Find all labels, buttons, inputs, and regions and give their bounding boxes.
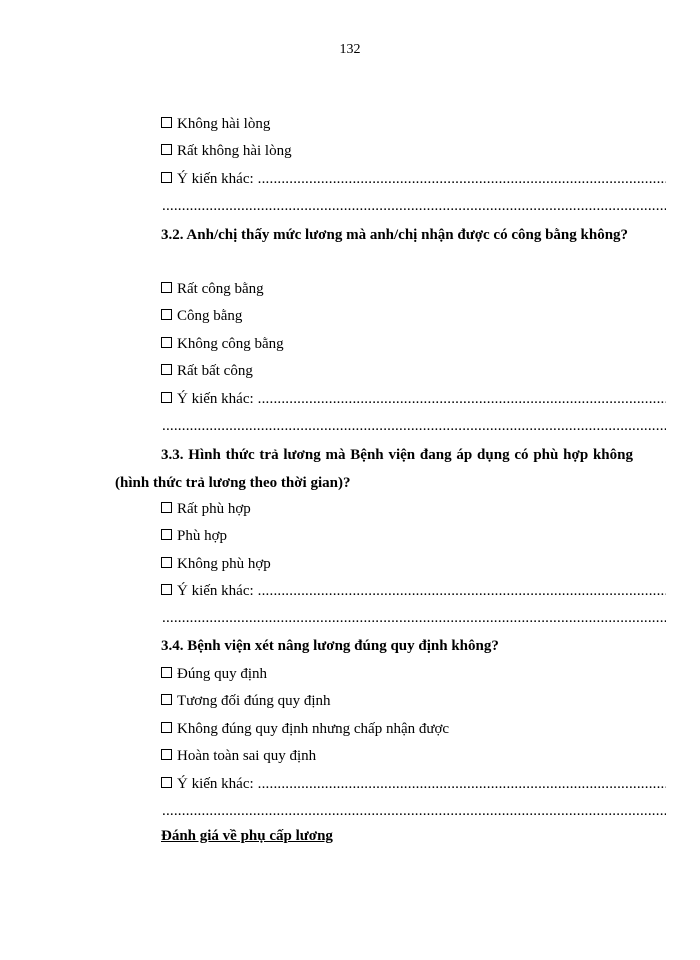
option-label: Phù hợp	[177, 528, 228, 544]
checkbox[interactable]	[161, 502, 172, 513]
other-opinion-row[interactable]	[161, 389, 666, 409]
answer-dotted-line[interactable]	[162, 416, 666, 436]
option-label: Tương đối đúng quy định	[177, 693, 331, 709]
answer-dotted-line[interactable]	[258, 581, 666, 601]
page-number: 132	[339, 42, 361, 57]
option-khong-dung-quy-dinh-chap-nhan-duoc[interactable]	[161, 719, 449, 739]
option-label: Rất công bằng	[177, 281, 264, 297]
option-label: Đúng quy định	[177, 666, 267, 682]
option-khong-cong-bang[interactable]	[161, 334, 284, 354]
option-label: Rất phù hợp	[177, 501, 251, 517]
option-khong-phu-hop[interactable]	[161, 554, 271, 574]
option-label: Không hài lòng	[177, 116, 271, 132]
checkbox[interactable]	[161, 337, 172, 348]
option-rat-cong-bang[interactable]	[161, 279, 264, 299]
answer-dotted-line[interactable]	[258, 389, 666, 409]
other-opinion-label: Ý kiến khác:	[177, 171, 254, 187]
checkbox[interactable]	[161, 392, 172, 403]
checkbox[interactable]	[161, 144, 172, 155]
checkbox[interactable]	[161, 722, 172, 733]
option-phu-hop[interactable]	[161, 526, 227, 546]
checkbox[interactable]	[161, 117, 172, 128]
answer-dotted-line[interactable]	[162, 801, 666, 821]
option-label: Hoàn toàn sai quy định	[177, 748, 317, 764]
other-opinion-label: Ý kiến khác:	[177, 391, 254, 407]
option-rat-bat-cong[interactable]	[161, 361, 253, 381]
option-label: Công bằng	[177, 308, 243, 324]
checkbox[interactable]	[161, 667, 172, 678]
option-rat-khong-hai-long[interactable]	[161, 141, 292, 161]
option-label: Không đúng quy định nhưng chấp nhận được	[177, 721, 450, 737]
checkbox[interactable]	[161, 309, 172, 320]
answer-dotted-line[interactable]	[258, 169, 666, 189]
question-3-4-title: 3.4. Bệnh viện xét nâng lương đúng quy định không?	[161, 638, 499, 654]
answer-dotted-line[interactable]	[162, 196, 666, 216]
option-label: Rất không hài lòng	[177, 143, 292, 159]
other-opinion-label: Ý kiến khác:	[177, 583, 254, 599]
other-opinion-row[interactable]	[161, 581, 666, 601]
checkbox[interactable]	[161, 282, 172, 293]
option-cong-bang[interactable]	[161, 306, 242, 326]
question-3-2-title: 3.2. Anh/chị thấy mức lương mà anh/chị nhận được có công bằng không?	[161, 227, 629, 243]
other-opinion-row[interactable]	[161, 774, 666, 794]
checkbox[interactable]	[161, 364, 172, 375]
checkbox[interactable]	[161, 529, 172, 540]
checkbox[interactable]	[161, 584, 172, 595]
checkbox[interactable]	[161, 749, 172, 760]
answer-dotted-line[interactable]	[258, 774, 666, 794]
option-tuong-doi-dung-quy-dinh[interactable]	[161, 691, 331, 711]
option-rat-phu-hop[interactable]	[161, 499, 251, 519]
answer-dotted-line[interactable]	[162, 608, 666, 628]
option-label: Rất bất công	[177, 363, 253, 379]
option-label: Không công bằng	[177, 336, 284, 352]
other-opinion-row[interactable]	[161, 169, 666, 189]
checkbox[interactable]	[161, 557, 172, 568]
section-heading: Đánh giá về phụ cấp lương	[161, 828, 333, 844]
other-opinion-label: Ý kiến khác:	[177, 776, 254, 792]
option-dung-quy-dinh[interactable]	[161, 664, 267, 684]
checkbox[interactable]	[161, 777, 172, 788]
checkbox[interactable]	[161, 172, 172, 183]
option-hoan-toan-sai-quy-dinh[interactable]	[161, 746, 316, 766]
checkbox[interactable]	[161, 694, 172, 705]
option-label: Không phù hợp	[177, 556, 271, 572]
question-3-3-title: 3.3. Hình thức trả lương mà Bệnh viện đang áp dụng có phù hợp không (hình thức trả lương theo thời gian)?	[115, 447, 633, 491]
option-khong-hai-long[interactable]	[161, 114, 270, 134]
